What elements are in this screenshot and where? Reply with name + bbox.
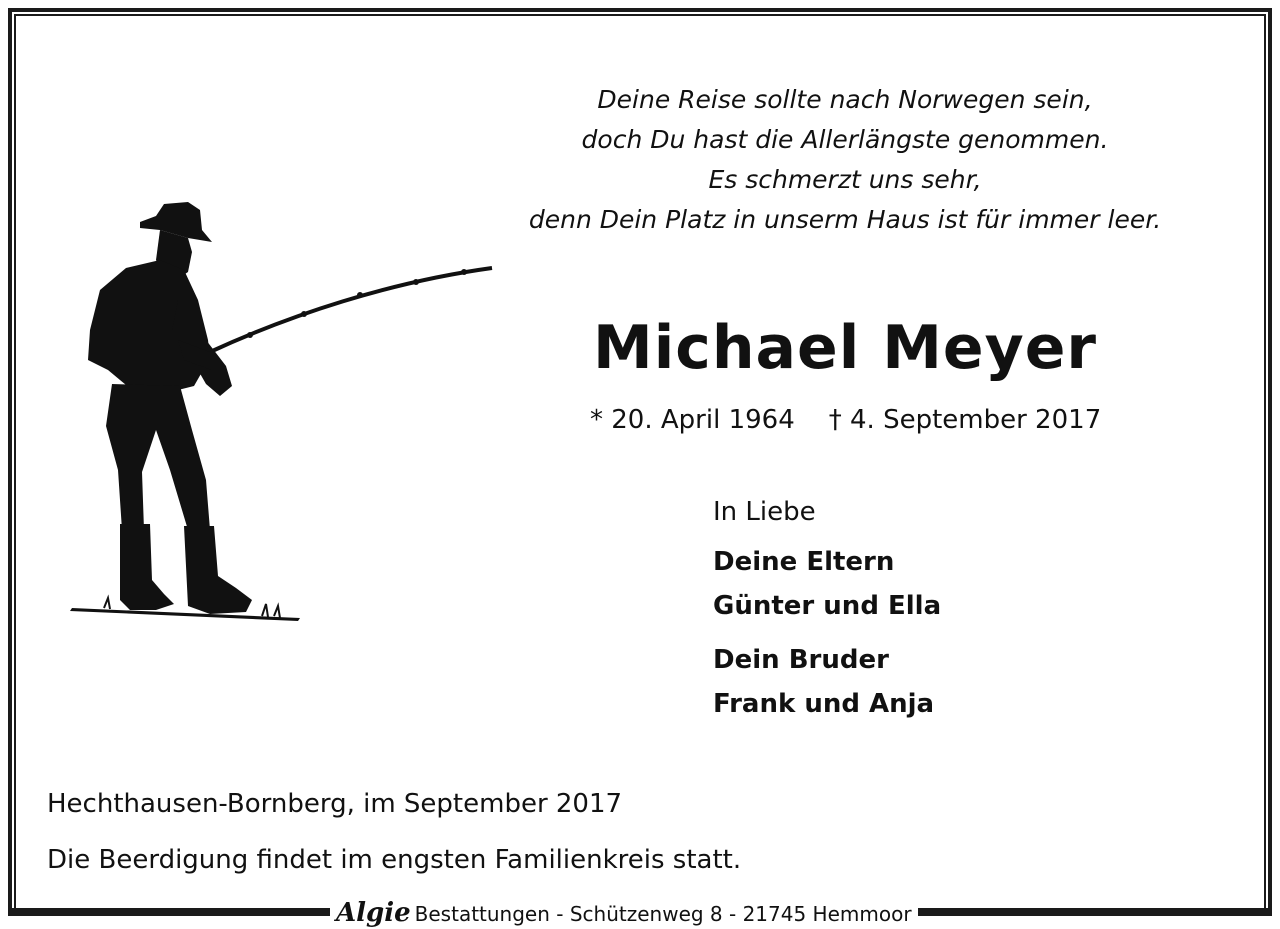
poem-line: doch Du hast die Allerlängste genommen. xyxy=(581,125,1109,154)
parents-names: Günter und Ella xyxy=(713,591,942,621)
life-dates xyxy=(590,402,1101,438)
mourners-intro: In Liebe xyxy=(713,497,816,527)
place-and-date: Hechthausen-Bornberg, im September 2017 xyxy=(47,789,623,819)
birth-date: * 20. April 1964 xyxy=(590,405,795,435)
burial-note: Die Beerdigung findet im engsten Familienkreis statt. xyxy=(47,845,742,875)
brother-names: Frank und Anja xyxy=(713,689,935,719)
footer-credit xyxy=(330,898,918,928)
poem-line: denn Dein Platz in unserm Haus ist für immer leer. xyxy=(528,205,1162,234)
poem xyxy=(500,80,1190,240)
deceased-name: Michael Meyer xyxy=(593,313,1097,383)
death-date: † 4. September 2017 xyxy=(828,405,1102,435)
poem-line: Deine Reise sollte nach Norwegen sein, xyxy=(597,85,1093,114)
brother-title: Dein Bruder xyxy=(713,645,889,675)
parents-title: Deine Eltern xyxy=(713,547,895,577)
funeral-home-logo: Algie xyxy=(336,898,411,928)
footer-address: Bestattungen - Schützenweg 8 - 21745 Hemmoor xyxy=(414,902,912,926)
poem-line: Es schmerzt uns sehr, xyxy=(708,165,982,194)
fisherman-silhouette-icon xyxy=(60,190,500,630)
